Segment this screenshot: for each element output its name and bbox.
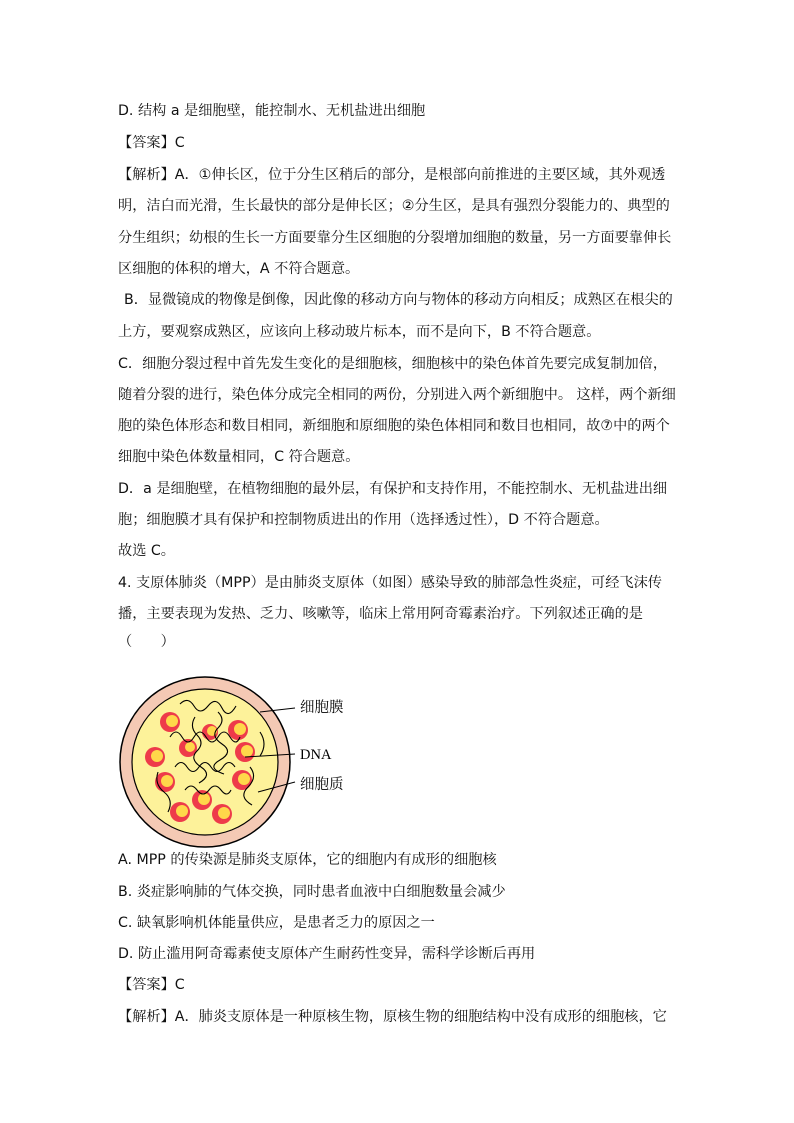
question-4-line: 播，主要表现为发热、乏力、咳嗽等，临床上常用阿奇霉素治疗。下列叙述正确的是 — [118, 606, 643, 622]
analysis-line: 明，洁白而光滑，生长最快的部分是伸长区；②分生区，是具有强烈分裂能力的、典型的 — [118, 198, 670, 214]
answer-label: 【答案】C — [118, 135, 185, 151]
label-dna: DNA — [300, 747, 332, 763]
label-cell-membrane: 细胞膜 — [300, 700, 344, 716]
analysis-line: B．显微镜成的物像是倒像，因此像的移动方向与物体的移动方向相反；成熟区在根尖的 — [124, 292, 673, 308]
question-4-line: 4. 支原体肺炎（MPP）是由肺炎支原体（如图）感染导致的肺部急性炎症，可经飞沫传 — [118, 575, 662, 591]
question-4-bracket: （ ） — [118, 634, 175, 650]
analysis-line: 随着分裂的进行，染色体分成完全相同的两份，分别进入两个新细胞中。 这样，两个新细 — [118, 387, 676, 403]
analysis-line: 分生组织；幼根的生长一方面要靠分生区细胞的分裂增加细胞的数量，另一方面要靠伸长 — [118, 230, 672, 246]
analysis-line-2: 【解析】A．肺炎支原体是一种原核生物，原核生物的细胞结构中没有成形的细胞核，它 — [118, 1009, 667, 1025]
analysis-line: 区细胞的体积的增大，A 不符合题意。 — [118, 261, 360, 277]
option-c: C. 缺氧影响机体能量供应，是患者乏力的原因之一 — [118, 915, 435, 931]
analysis-line: D．a 是细胞壁，在植物细胞的最外层，有保护和支持作用，不能控制水、无机盐进出细 — [118, 481, 668, 497]
option-d: D. 防止滥用阿奇霉素使支原体产生耐药性变异，需科学诊断后再用 — [118, 946, 536, 962]
analysis-line: 上方，要观察成熟区，应该向上移动玻片标本，而不是向下，B 不符合题意。 — [118, 324, 601, 340]
analysis-line: 细胞中染色体数量相同，C 符合题意。 — [118, 449, 360, 465]
mycoplasma-figure — [110, 672, 390, 852]
label-cytoplasm: 细胞质 — [300, 777, 344, 793]
analysis-line: 胞的染色体形态和数目相同，新细胞和原细胞的染色体相同和数目也相同，故⑦中的两个 — [118, 418, 670, 434]
option-a: A. MPP 的传染源是肺炎支原体，它的细胞内有成形的细胞核 — [118, 852, 497, 868]
option-b: B. 炎症影响肺的气体交换，同时患者血液中白细胞数量会减少 — [118, 884, 506, 900]
option-d-prev: D. 结构 a 是细胞壁，能控制水、无机盐进出细胞 — [118, 103, 426, 119]
answer-label-2: 【答案】C — [118, 977, 185, 993]
analysis-line: 胞；细胞膜才具有保护和控制物质进出的作用（选择透过性），D 不符合题意。 — [118, 512, 609, 528]
analysis-line: C．细胞分裂过程中首先发生变化的是细胞核，细胞核中的染色体首先要完成复制加倍， — [118, 356, 668, 372]
analysis-line: 【解析】A．①伸长区，位于分生区稍后的部分，是根部向前推进的主要区域，其外观透 — [118, 167, 666, 183]
conclusion-line: 故选 C。 — [118, 543, 175, 559]
